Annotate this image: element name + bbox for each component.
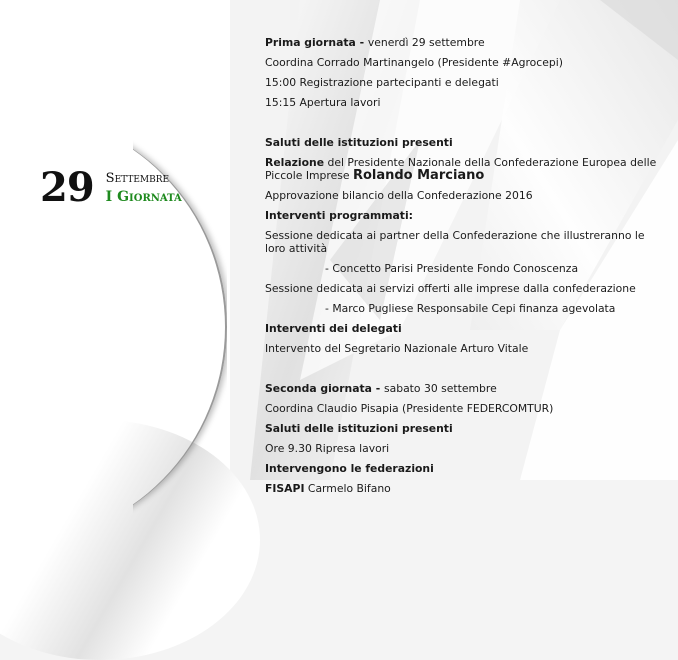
program-schedule: [265, 36, 665, 502]
president-name: Rolando Marciano: [352, 168, 485, 183]
day1-interventi-delegati: Interventi dei delegati: [265, 322, 402, 335]
day2-coordina: Coordina Claudio Pisapia (Presidente FEDERCOMTUR): [265, 402, 554, 415]
day2-fisapi: FISAPI Carmelo Bifano: [265, 482, 391, 495]
date-giornata: I Giornata: [105, 189, 182, 205]
date-block: [40, 164, 182, 211]
day1-intervento-segretario: Intervento del Segretario Nazionale Arturo Vitale: [265, 342, 529, 355]
day1-coordina: Coordina Corrado Martinangelo (Presidente #Agrocepi): [265, 56, 563, 69]
day1-approvazione: Approvazione bilancio della Confederazione 2016: [265, 189, 533, 202]
day2-ripresa: Ore 9.30 Ripresa lavori: [265, 442, 390, 455]
day1-sessione2: Sessione dedicata ai servizi offerti alle imprese dalla confederazione: [265, 282, 636, 295]
date-text: [106, 170, 182, 206]
day1-heading: Prima giornata - venerdì 29 settembre: [265, 36, 485, 49]
day1-speaker2: - Marco Pugliese Responsabile Cepi finanza agevolata: [325, 302, 616, 315]
day1-relazione: Relazione del Presidente Nazionale della Confederazione Europea delle Piccole Imprese Rolando Marciano: [265, 156, 657, 183]
day1-opening: 15:15 Apertura lavori: [265, 96, 381, 109]
day1-registration: 15:00 Registrazione partecipanti e delegati: [265, 76, 499, 89]
day2-heading: Seconda giornata - sabato 30 settembre: [265, 382, 497, 395]
day1-saluti: Saluti delle istituzioni presenti: [265, 136, 453, 149]
day1-interventi-programmati: Interventi programmati:: [265, 209, 413, 222]
day1-speaker1: - Concetto Parisi Presidente Fondo Conoscenza: [325, 262, 579, 275]
day1-sessione1: Sessione dedicata ai partner della Confederazione che illustreranno le loro attività: [265, 229, 645, 255]
day2-federazioni: Intervengono le federazioni: [265, 462, 434, 475]
date-day: 29: [40, 164, 94, 211]
date-month: Settembre: [105, 171, 170, 186]
day2-saluti: Saluti delle istituzioni presenti: [265, 422, 453, 435]
